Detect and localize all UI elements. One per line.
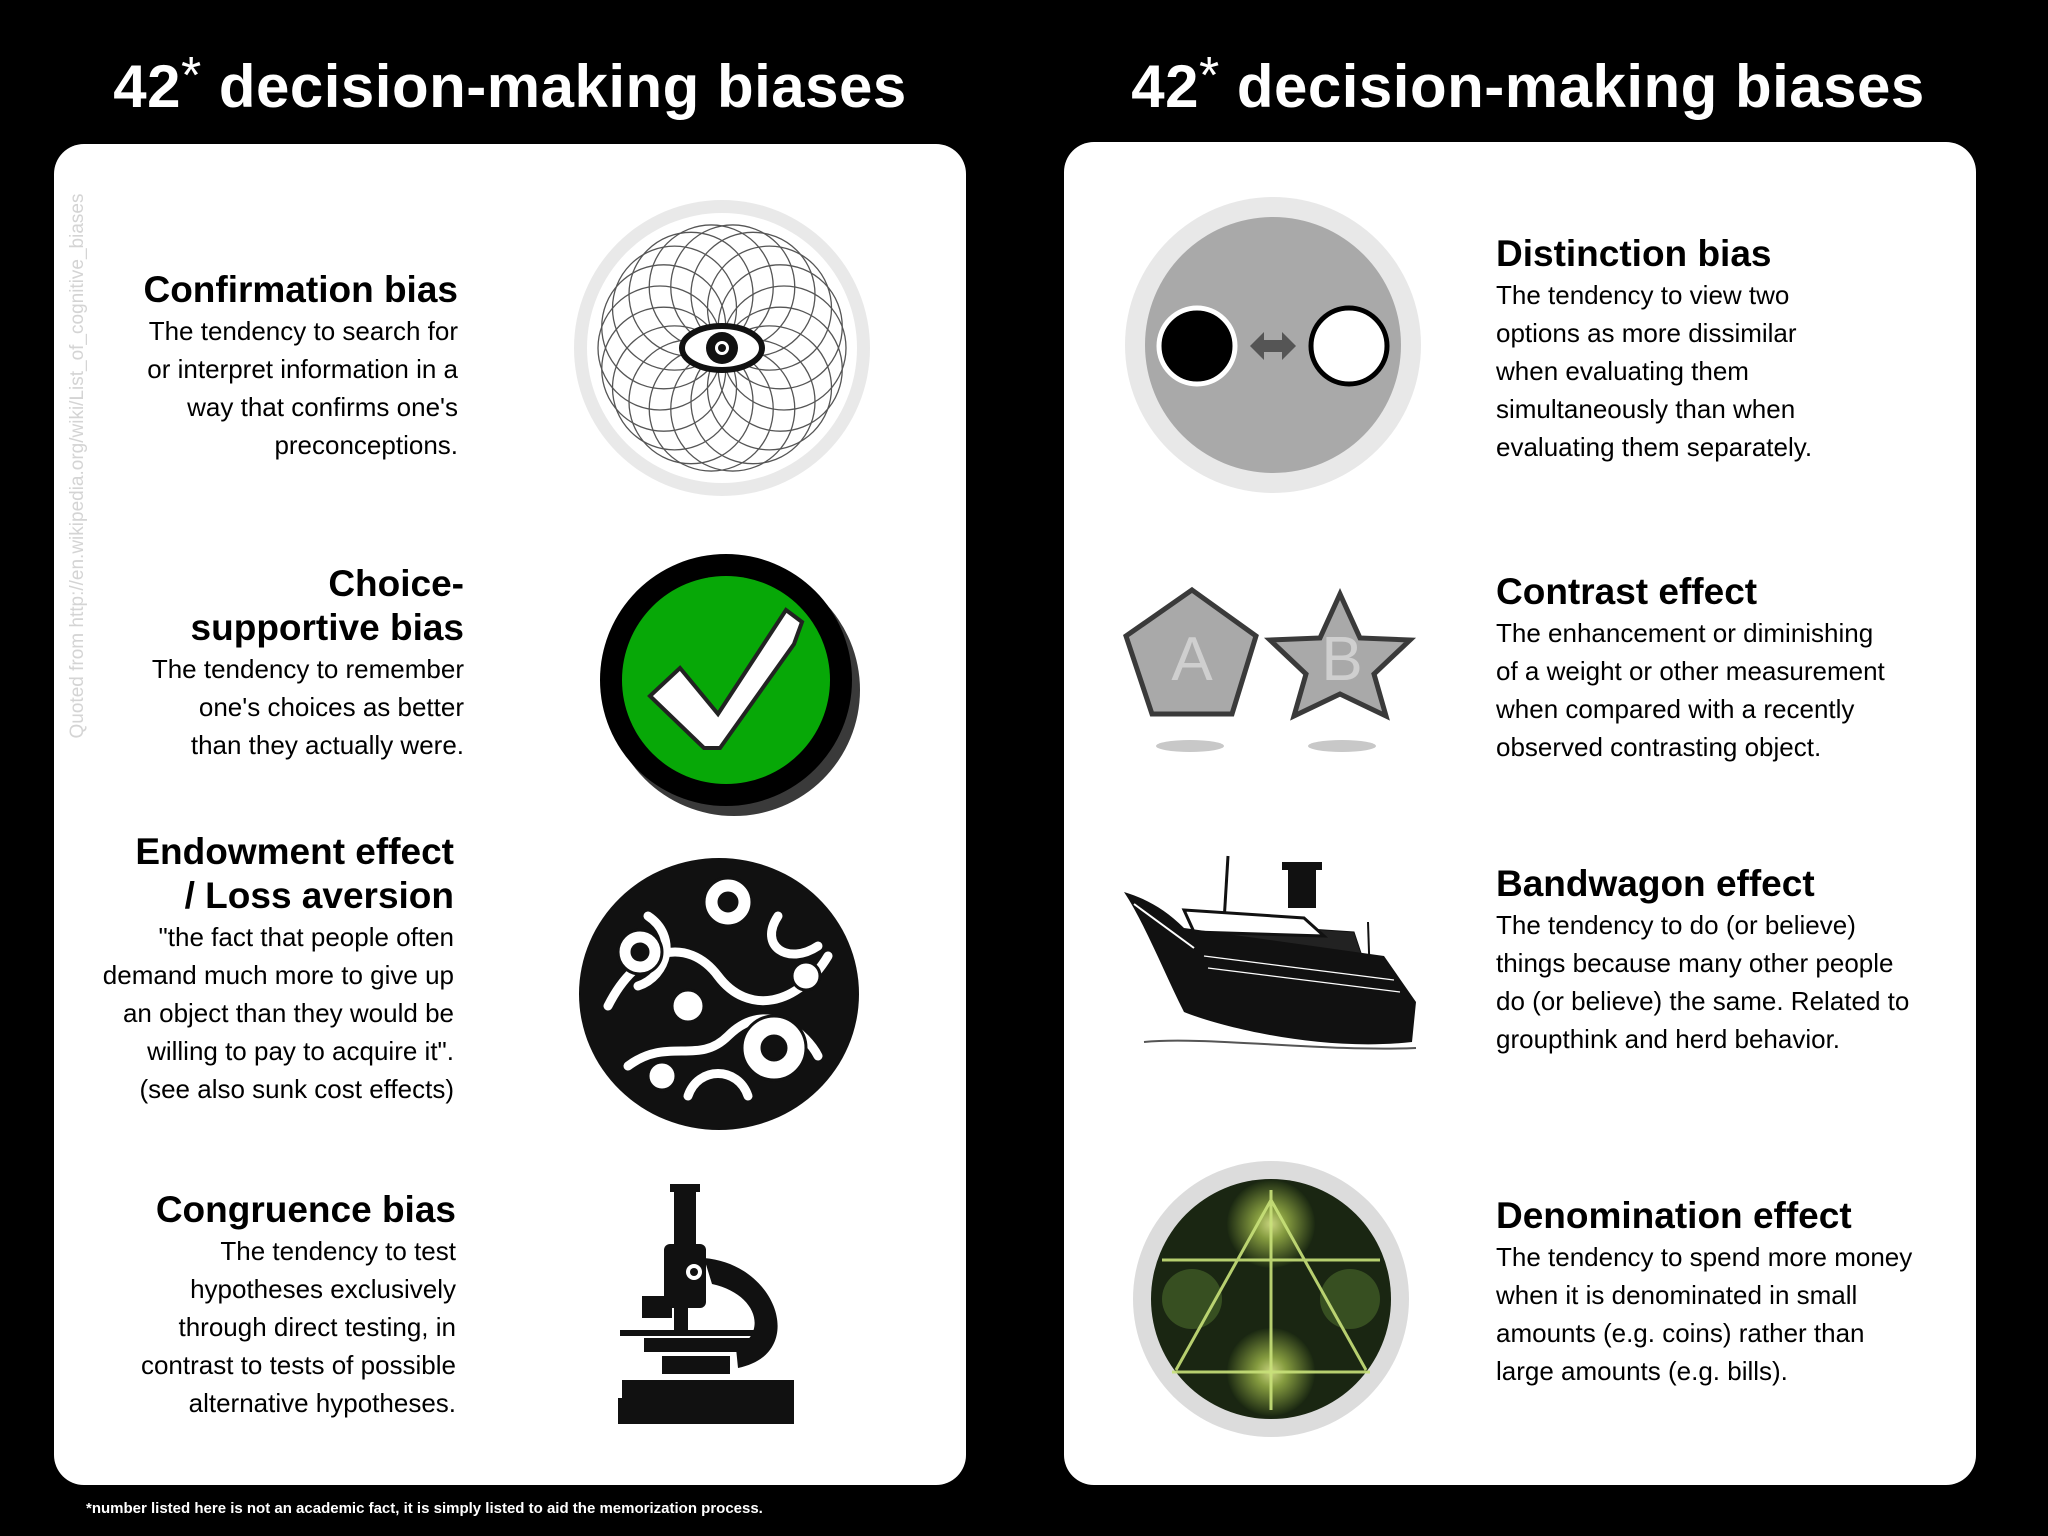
black-white-circles-icon (1124, 196, 1422, 494)
source-note (68, 180, 88, 750)
title-number: 42 (1131, 53, 1199, 120)
page-title-left (10, 46, 1010, 121)
bias-confirmation (110, 268, 458, 464)
bias-description: The tendency to view two options as more dissimilar when evaluating them simultaneously than when evaluating them separately. (1496, 280, 1813, 462)
bias-title: Confirmation bias (143, 269, 458, 310)
bias-title: Congruence bias (155, 1189, 456, 1230)
bias-description: "the fact that people often demand much more to give up an object than they would be willing to pay to acquire it". (see also sunk cost effects) (102, 922, 454, 1104)
green-pattern-icon (1132, 1160, 1410, 1438)
bias-description: The tendency to search for or interpret information in a way that confirms one's preconceptions. (147, 316, 458, 460)
bias-description: The tendency to do (or believe) things because many other people do (or believe) the same. Related to groupthink and herd behavior. (1496, 910, 1910, 1054)
source-note-text: Quoted from http://en.wikipedia.org/wiki/List_of_cognitive_biases (67, 193, 88, 739)
ocean-liner-icon (1124, 852, 1420, 1056)
bias-distinction (1496, 232, 1926, 466)
title-number: 42 (113, 53, 181, 120)
checkmark-icon (596, 552, 860, 816)
bias-title: Contrast effect (1496, 571, 1758, 612)
eye-rosette-icon (572, 198, 872, 498)
page-title-right (1028, 46, 2028, 121)
microscope-icon (618, 1184, 798, 1426)
title-asterisk: * (1198, 47, 1220, 105)
shape-label-b: B (1321, 625, 1363, 694)
bias-description: The enhancement or diminishing of a weight or other measurement when compared with a recently observed contrasting object. (1496, 618, 1885, 762)
bias-title: Distinction bias (1496, 233, 1772, 274)
bias-title: Bandwagon effect (1496, 863, 1815, 904)
bias-bandwagon (1496, 862, 1926, 1058)
bias-title: Endowment effect / Loss aversion (135, 831, 454, 916)
bias-congruence (110, 1188, 456, 1422)
bias-denomination (1496, 1194, 1926, 1390)
floral-ornament-icon (578, 856, 860, 1132)
footnote: *number listed here is not an academic fact, it is simply listed to aid the memorization process. (86, 1500, 763, 1517)
bias-title: Denomination effect (1496, 1195, 1852, 1236)
bias-description: The tendency to test hypotheses exclusively through direct testing, in contrast to tests of possible alternative hypotheses. (140, 1236, 456, 1418)
bias-choice-supportive (110, 562, 464, 764)
title-asterisk: * (180, 47, 202, 105)
pentagon-star-icon (1120, 580, 1420, 760)
bias-endowment (80, 830, 454, 1108)
shape-label-a: A (1171, 625, 1213, 694)
title-text: decision-making biases (201, 53, 907, 120)
bias-title: Choice- supportive bias (190, 563, 464, 648)
bias-contrast (1496, 570, 1926, 766)
title-text: decision-making biases (1219, 53, 1925, 120)
bias-description: The tendency to spend more money when it is denominated in small amounts (e.g. coins) rather than large amounts (e.g. bills). (1496, 1242, 1913, 1386)
bias-description: The tendency to remember one's choices as better than they actually were. (151, 654, 464, 760)
